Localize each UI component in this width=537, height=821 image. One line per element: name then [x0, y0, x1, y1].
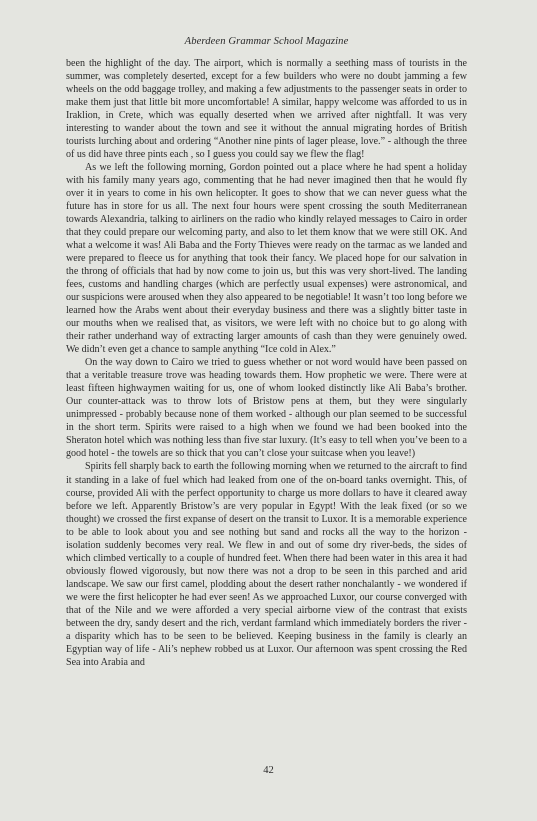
- paragraph-luxor: Spirits fell sharply back to earth the following morning when we returned to the aircraft to find it standing in a lake of fuel which had leaked from one of the on-board tanks overnight. This, of course, provided Ali with the perfect opportunity to charge us more dollars to have it cleared away before we left. Apparently Bristow’s are very popular in Egypt! With the leak fixed (or so we thought) we crossed the first expanse of desert on the transit to Luxor. It is a memorable experience to be able to look about you and see nothing but sand and rocks all the way to the horizon - isolation suddenly becomes very real. We flew in and out of some dry river-beds, the sides of which climbed vertically to a couple of hundred feet. When there had been water in this area it had obviously flowed vigorously, but now there was not a drop to be seen in this parched and arid landscape. We saw our first camel, plodding about the desert rather nonchalantly - we wondered if we were the first helicopter he had ever seen! As we approached Luxor, our course converged with that of the Nile and we were afforded a very special airborne view of the contrast that exists between the dry, sandy desert and the rich, verdant farmland which immediately borders the river - a disparity which has to be seen to be believed. Keeping business in the family is clearly an Egyptian way of life - Ali’s nephew robbed us at Luxor. Our afternoon was spent crossing the Red Sea into Arabia and: [66, 461, 467, 668]
- paragraph-alexandria: As we left the following morning, Gordon pointed out a place where he had spent a holiday with his family many years ago, commenting that he had never imagined then that he would fly over it in years to come in his own helicopter. It goes to show that we can never guess what the future has in store for us all. The next four hours were spent crossing the south Mediterranean towards Alexandria, talking to airliners on the radio who kindly relayed messages to Cairo in order that they could prepare our welcoming party, and also to let them know that we were still OK. And what a welcome it was! Ali Baba and the Forty Thieves were ready on the tarmac as we landed and were prepared to fleece us for anything that took their fancy. We placed hope for our salvation in the throng of officials that had by now come to join us, but this was very short-lived. The landing fees, customs and handling charges (which are perfectly usual expenses) were astronomical, and our suspicions were aroused when they also appeared to be negotiable! It wasn’t too long before we learned how the Arabs went about their everyday business and there was a slightly bitter taste in our mouths when we realised that, as visitors, we were left with no choice but to go along with their rather underhand way of extracting larger amounts of cash than they were genuinely owed. We didn’t even get a chance to sample anything “Ice cold in Alex.”: [66, 162, 468, 356]
- paragraph-continued: been the highlight of the day. The airport, which is normally a seething mass of tourists in the summer, was completely deserted, except for a few builders who were no doubt jamming a few wheels on the odd baggage trolley, and making a few adjustments to the passenger seats in order to make them just that little bit more uncomfortable! A similar, happy welcome was afforded to us in Iraklion, in Crete, which was equally deserted when we arrived after nightfall. It was very interesting to wander about the town and see it without the annual migrating hordes of British tourists lurching about and ordering “Another nine pints of lager please, love.” - although the three of us did have three pints each , so I guess you could say we flew the flag!: [66, 58, 467, 161]
- paragraph-cairo: On the way down to Cairo we tried to guess whether or not word would have been passed on that a veritable treasure trove was heading towards them. How prophetic we were. There were at least fifteen highwaymen waiting for us, one of whom looked distinctly like Ali Baba’s brother. Our counter-attack was to throw lots of Bristow pens at them, but they were singularly unimpressed - probably because none of them worked - although our plan seemed to be successful in the short term. Spirits were raised to a high when we found we had been booked into the Sheraton hotel which was nothing less than five star luxury. (It’s easy to tell when you’ve been to a good hotel - the towels are so thick that you can’t close your suitcase when you leave!): [66, 357, 467, 460]
- running-head: Aberdeen Grammar School Magazine: [184, 36, 349, 47]
- page-number: 42: [263, 765, 274, 776]
- article-body: [66, 57, 467, 669]
